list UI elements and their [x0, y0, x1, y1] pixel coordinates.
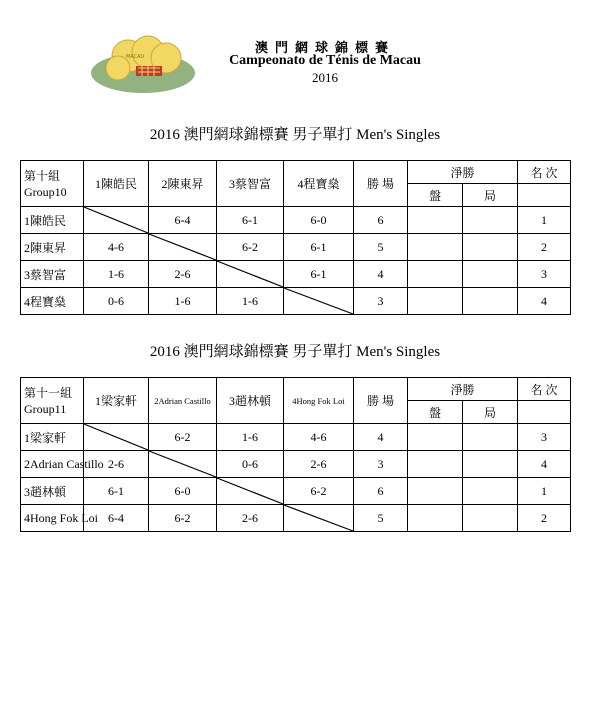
net-sets	[408, 234, 463, 261]
self-match-cell	[284, 505, 354, 532]
net-games	[463, 207, 518, 234]
match-score: 4-6	[84, 234, 149, 261]
table-row	[21, 424, 571, 451]
player-col-header: 2Adrian Castillo	[149, 378, 217, 424]
match-score: 1-6	[84, 261, 149, 288]
rank-value: 3	[518, 261, 571, 288]
header-title-zh: 澳門網球錦標賽	[254, 40, 395, 55]
table-title-group10: 2016 澳門網球錦標賽 男子單打 Men's Singles	[149, 127, 441, 143]
games-header: 局	[463, 401, 518, 424]
row-player-name: 2Adrian Castillo	[21, 451, 84, 478]
group-name-zh: 第十組	[24, 168, 61, 183]
wins-count: 6	[354, 207, 408, 234]
row-player-name: 4程寶燊	[21, 288, 84, 315]
rank-value: 2	[518, 234, 571, 261]
table-row	[21, 207, 571, 234]
self-match-cell	[149, 234, 217, 261]
self-match-cell	[84, 424, 149, 451]
player-col-header: 2陳東昇	[149, 161, 217, 207]
row-player-name: 4Hong Fok Loi	[21, 505, 84, 532]
rank-subheader	[518, 184, 571, 207]
sets-header: 盤	[408, 401, 463, 424]
match-score: 6-4	[149, 207, 217, 234]
net-sets	[408, 424, 463, 451]
net-sets	[408, 478, 463, 505]
net-header: 淨勝	[408, 378, 518, 401]
rank-value: 4	[518, 451, 571, 478]
group10-table	[20, 160, 571, 315]
row-player-name: 2陳東昇	[21, 234, 84, 261]
wins-count: 5	[354, 234, 408, 261]
self-match-cell	[217, 261, 284, 288]
rank-value: 2	[518, 505, 571, 532]
wins-header: 勝 場	[354, 161, 408, 207]
match-score: 2-6	[84, 451, 149, 478]
table-row	[21, 451, 571, 478]
match-score: 6-1	[217, 207, 284, 234]
self-match-cell	[84, 207, 149, 234]
rank-value: 4	[518, 288, 571, 315]
net-games	[463, 424, 518, 451]
rank-value: 1	[518, 207, 571, 234]
table-row	[21, 234, 571, 261]
row-player-name: 1陳皓民	[21, 207, 84, 234]
sets-header: 盤	[408, 184, 463, 207]
self-match-cell	[217, 478, 284, 505]
wins-count: 6	[354, 478, 408, 505]
net-sets	[408, 505, 463, 532]
rank-value: 3	[518, 424, 571, 451]
match-score: 4-6	[284, 424, 354, 451]
net-games	[463, 451, 518, 478]
group-header	[21, 161, 84, 207]
svg-text:MACAU: MACAU	[126, 54, 145, 60]
net-header: 淨勝	[408, 161, 518, 184]
table-row	[21, 288, 571, 315]
wins-count: 3	[354, 288, 408, 315]
player-col-header: 1梁家軒	[84, 378, 149, 424]
match-score: 2-6	[217, 505, 284, 532]
row-player-name: 3蔡智富	[21, 261, 84, 288]
row-player-name: 3趙林頓	[21, 478, 84, 505]
header-year: 2016	[312, 70, 338, 85]
net-games	[463, 261, 518, 288]
net-games	[463, 505, 518, 532]
games-header: 局	[463, 184, 518, 207]
match-score: 6-0	[284, 207, 354, 234]
wins-header: 勝 場	[354, 378, 408, 424]
row-player-name: 1梁家軒	[21, 424, 84, 451]
rank-subheader	[518, 401, 571, 424]
rank-header: 名 次	[518, 378, 571, 401]
match-score: 0-6	[84, 288, 149, 315]
table-title-group11: 2016 澳門網球錦標賽 男子單打 Men's Singles	[149, 344, 441, 360]
match-score: 1-6	[149, 288, 217, 315]
match-score: 2-6	[284, 451, 354, 478]
rank-header: 名 次	[518, 161, 571, 184]
group-name-zh: 第十一組	[24, 385, 73, 400]
match-score: 1-6	[217, 424, 284, 451]
player-col-header: 4Hong Fok Loi	[284, 378, 354, 424]
match-score: 2-6	[149, 261, 217, 288]
net-games	[463, 478, 518, 505]
match-score: 6-0	[149, 478, 217, 505]
match-score: 6-2	[149, 505, 217, 532]
player-col-header: 3蔡智富	[217, 161, 284, 207]
match-score: 6-1	[84, 478, 149, 505]
table-row	[21, 505, 571, 532]
match-score: 1-6	[217, 288, 284, 315]
group-header	[21, 378, 84, 424]
table-row	[21, 261, 571, 288]
net-sets	[408, 261, 463, 288]
player-col-header: 4程寶燊	[284, 161, 354, 207]
match-score: 0-6	[217, 451, 284, 478]
self-match-cell	[149, 451, 217, 478]
wins-count: 4	[354, 261, 408, 288]
self-match-cell	[284, 288, 354, 315]
wins-count: 5	[354, 505, 408, 532]
match-score: 6-2	[149, 424, 217, 451]
match-score: 6-1	[284, 234, 354, 261]
match-score: 6-2	[217, 234, 284, 261]
net-games	[463, 288, 518, 315]
group-name-en: Group11	[24, 401, 67, 416]
player-col-header: 3趙林頓	[217, 378, 284, 424]
match-score: 6-4	[84, 505, 149, 532]
group11-table	[20, 377, 571, 532]
net-sets	[408, 207, 463, 234]
player-col-header: 1陳皓民	[84, 161, 149, 207]
header-title-pt: Campeonato de Ténis de Macau	[229, 53, 421, 68]
wins-count: 3	[354, 451, 408, 478]
net-games	[463, 234, 518, 261]
rank-value: 1	[518, 478, 571, 505]
net-sets	[408, 288, 463, 315]
net-sets	[408, 451, 463, 478]
match-score: 6-2	[284, 478, 354, 505]
wins-count: 4	[354, 424, 408, 451]
group-name-en: Group10	[24, 184, 67, 199]
match-score: 6-1	[284, 261, 354, 288]
table-row	[21, 478, 571, 505]
